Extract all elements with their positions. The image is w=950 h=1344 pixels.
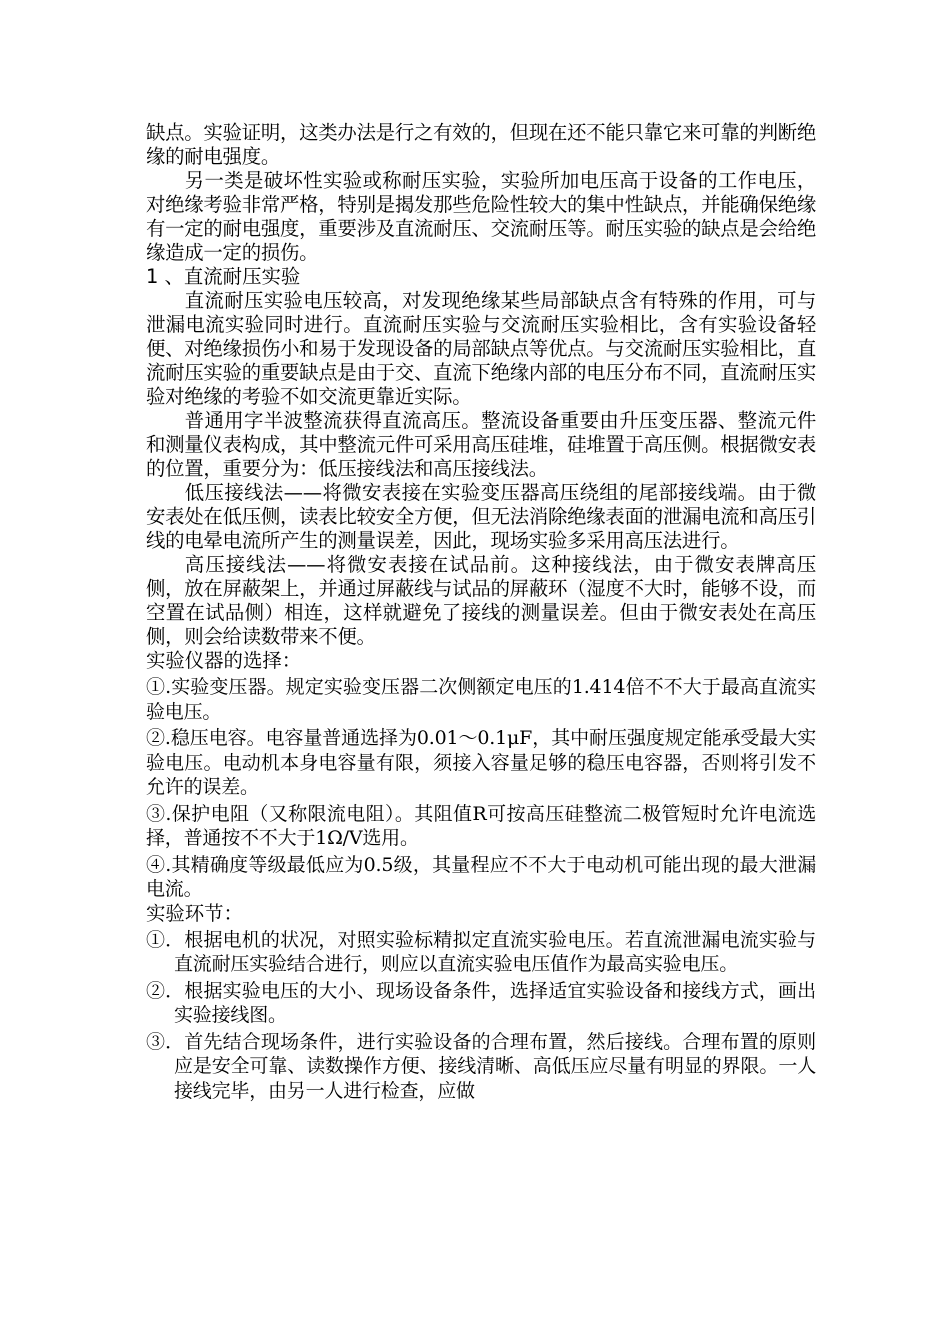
section-heading-dc-withstand: 1 、直流耐压实验 [146,265,301,288]
paragraph-destructive-test: 另一类是破坏性实验或称耐压实验，实验所加电压高于设备的工作电压，对绝缘考验非常严格，特别是揭发那些危险性较大的集中性缺点，并能确保绝缘有一定的耐电强度，重要涉及直流耐压、交流耐压等。耐压实验的缺点是会给绝缘造成一定的损伤。 [146,169,816,264]
instrument-item: ④.其精确度等级最低应为0.5级，其量程应不不大于电动机可能出现的最大泄漏电流。 [146,853,816,900]
paragraph-high-voltage-wiring: 高压接线法——将微安表接在试品前。这种接线法，由于微安表牌高压侧，放在屏蔽架上，并通过屏蔽线与试品的屏蔽环（湿度不大时，能够不设，而空置在试品侧）相连，这样就避免了接线的测量误差。但由于微安表处在高压侧，则会给读数带来不便。 [146,553,816,648]
paragraph-dc-withstand-overview: 直流耐压实验电压较高，对发现绝缘某些局部缺点含有特殊的作用，可与泄漏电流实验同时进行。直流耐压实验与交流耐压实验相比，含有实验设备轻便、对绝缘损伤小和易于发现设备的局部缺点等优点。与交流耐压实验相比，直流耐压实验的重要缺点是由于交、直流下绝缘内部的电压分布不同，直流耐压实验对绝缘的考验不如交流更靠近实际。 [146,289,816,408]
instrument-item: ②.稳压电容。电容量普通选择为0.01～0.1μF，其中耐压强度规定能承受最大实验电压。电动机本身电容量有限，须接入容量足够的稳压电容器，否则将引发不允许的误差。 [146,727,816,798]
step-item: ①．根据电机的状况，对照实验标精拟定直流实验电压。若直流泄漏电流实验与直流耐压实验结合进行，则应以直流实验电压值作为最高实验电压。 [146,928,816,975]
instrument-item: ③.保护电阻（又称限流电阻）。其阻值R可按高压硅整流二极管短时允许电流选择，普通按不不大于1Ω/V选用。 [146,802,816,849]
paragraph-low-voltage-wiring: 低压接线法——将微安表接在实验变压器高压绕组的尾部接线端。由于微安表处在低压侧，读表比较安全方便，但无法消除绝缘表面的泄漏电流和高压引线的电晕电流所产生的测量误差，因此，现场实验多采用高压法进行。 [146,481,816,552]
document-page [146,121,816,1103]
paragraph-rectifier: 普通用字半波整流获得直流高压。整流设备重要由升压变压器、整流元件和测量仪表构成，其中整流元件可采用高压硅堆，硅堆置于高压侧。根据微安表的位置，重要分为：低压接线法和高压接线法。 [146,409,816,480]
paragraph-intro-continued: 缺点。实验证明，这类办法是行之有效的，但现在还不能只靠它来可靠的判断绝缘的耐电强度。 [146,121,816,168]
instrument-item: ①.实验变压器。规定实验变压器二次侧额定电压的1.414倍不不大于最高直流实验电压。 [146,676,816,723]
step-item: ②．根据实验电压的大小、现场设备条件，选择适宜实验设备和接线方式，画出实验接线图。 [146,979,816,1026]
subheading-instrument-selection: 实验仪器的选择： [146,649,302,672]
step-item: ③．首先结合现场条件，进行实验设备的合理布置，然后接线。合理布置的原则应是安全可靠、读数操作方便、接线清晰、高低压应尽量有明显的界限。一人接线完毕，由另一人进行检查，应做 [146,1030,816,1102]
subheading-test-steps: 实验环节： [146,901,243,925]
